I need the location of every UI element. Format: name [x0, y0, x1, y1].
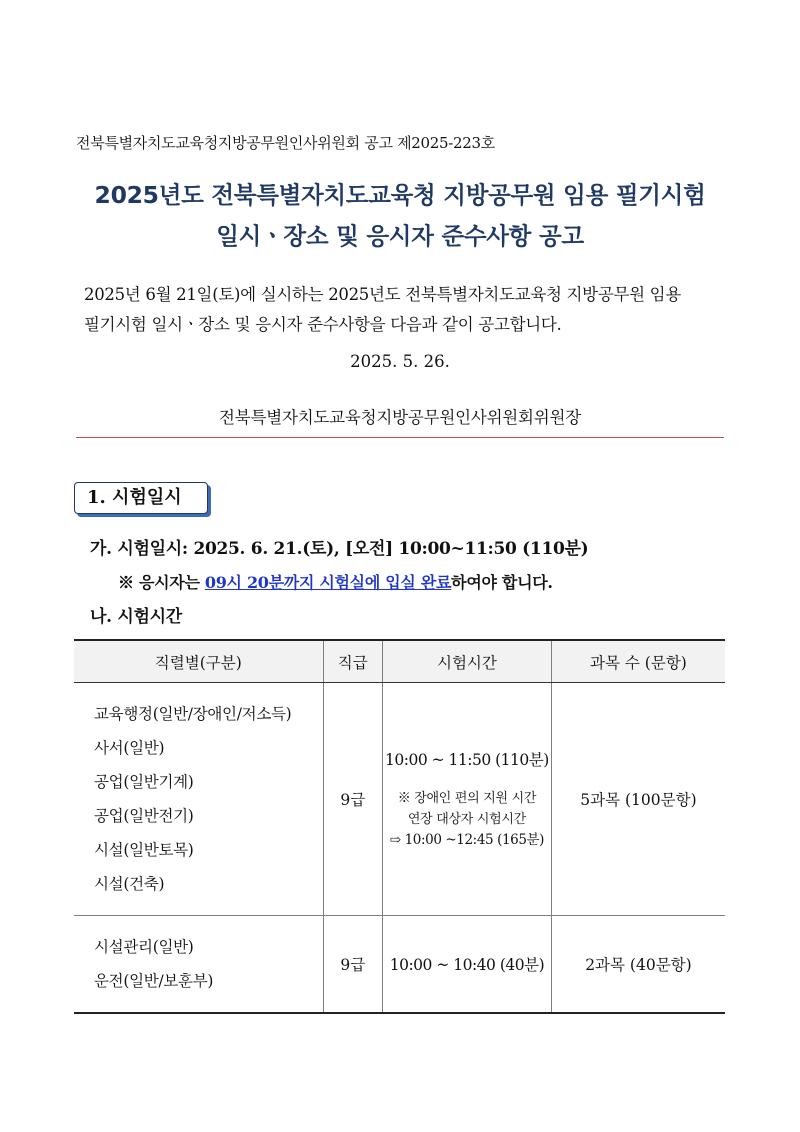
entry-deadline-note	[118, 570, 553, 593]
header-time: 시험시간	[382, 640, 551, 683]
document-title-line-1: 2025년도 전북특별자치도교육청 지방공무원 임용 필기시험	[94, 181, 706, 209]
exam-time-item: 나. 시험시간	[90, 607, 182, 627]
table-header-row	[74, 640, 725, 683]
time-cell	[382, 916, 551, 1014]
intro-line-1: 2025년 6월 21일(토)에 실시하는 2025년도 전북특별자치도교육청 지방공무원 임용	[84, 285, 681, 304]
role-item: 사서(일반)	[94, 739, 165, 757]
document-title-line-2: 일시ㆍ장소 및 응시자 준수사항 공고	[216, 222, 584, 250]
section-heading-exam-date: 1. 시험일시	[74, 482, 208, 514]
intro-line-2: 필기시험 일시ㆍ장소 및 응시자 준수사항을 다음과 같이 공고합니다.	[84, 315, 562, 334]
exam-datetime-item: 가. 시험일시: 2025. 6. 21.(토), [오전] 10:00~11:50 (110분)	[90, 539, 589, 559]
table-row	[74, 916, 725, 1014]
extended-time: ⇨ 10:00 ~12:45 (165분)	[389, 831, 545, 848]
role-item: 시설(일반토목)	[94, 841, 194, 859]
notice-number: 전북특별자치도교육청지방공무원인사위원회 공고 제2025-223호	[76, 134, 495, 152]
exam-time: 10:00 ~ 11:50 (110분)	[385, 750, 549, 769]
role-list	[74, 683, 323, 916]
header-subjects: 과목 수 (문항)	[551, 640, 725, 683]
grade-cell: 9급	[323, 916, 382, 1014]
note-prefix: ※ 응시자는	[118, 573, 205, 592]
table-row	[74, 683, 725, 916]
time-cell	[382, 683, 551, 916]
accommodation-note	[383, 788, 551, 851]
note-highlight: 09시 20분까지 시험실에 입실 완료	[204, 573, 452, 592]
note-suffix: 하여야 합니다.	[451, 573, 553, 592]
accommodation-note-line-2: 연장 대상자 시험시간	[407, 811, 526, 827]
header-grade: 직급	[323, 640, 382, 683]
role-list	[74, 916, 323, 1014]
divider	[76, 437, 724, 438]
grade-cell: 9급	[323, 683, 382, 916]
role-item: 시설관리(일반)	[94, 938, 194, 956]
subjects-cell: 5과목 (100문항)	[551, 683, 725, 916]
role-item: 운전(일반/보훈부)	[94, 972, 214, 990]
accommodation-note-line-1: ※ 장애인 편의 지원 시간	[397, 790, 537, 806]
exam-time: 10:00 ~ 10:40 (40분)	[389, 956, 545, 974]
exam-schedule-table	[74, 639, 725, 1014]
subjects-cell: 2과목 (40문항)	[551, 916, 725, 1014]
role-item: 교육행정(일반/장애인/저소득)	[94, 705, 292, 723]
role-item: 시설(건축)	[94, 875, 165, 893]
role-item: 공업(일반전기)	[94, 807, 194, 825]
header-role: 직렬별(구분)	[74, 640, 323, 683]
role-item: 공업(일반기계)	[94, 773, 194, 791]
signer: 전북특별자치도교육청지방공무원인사위원회위원장	[219, 408, 581, 427]
notice-date: 2025. 5. 26.	[350, 352, 450, 371]
